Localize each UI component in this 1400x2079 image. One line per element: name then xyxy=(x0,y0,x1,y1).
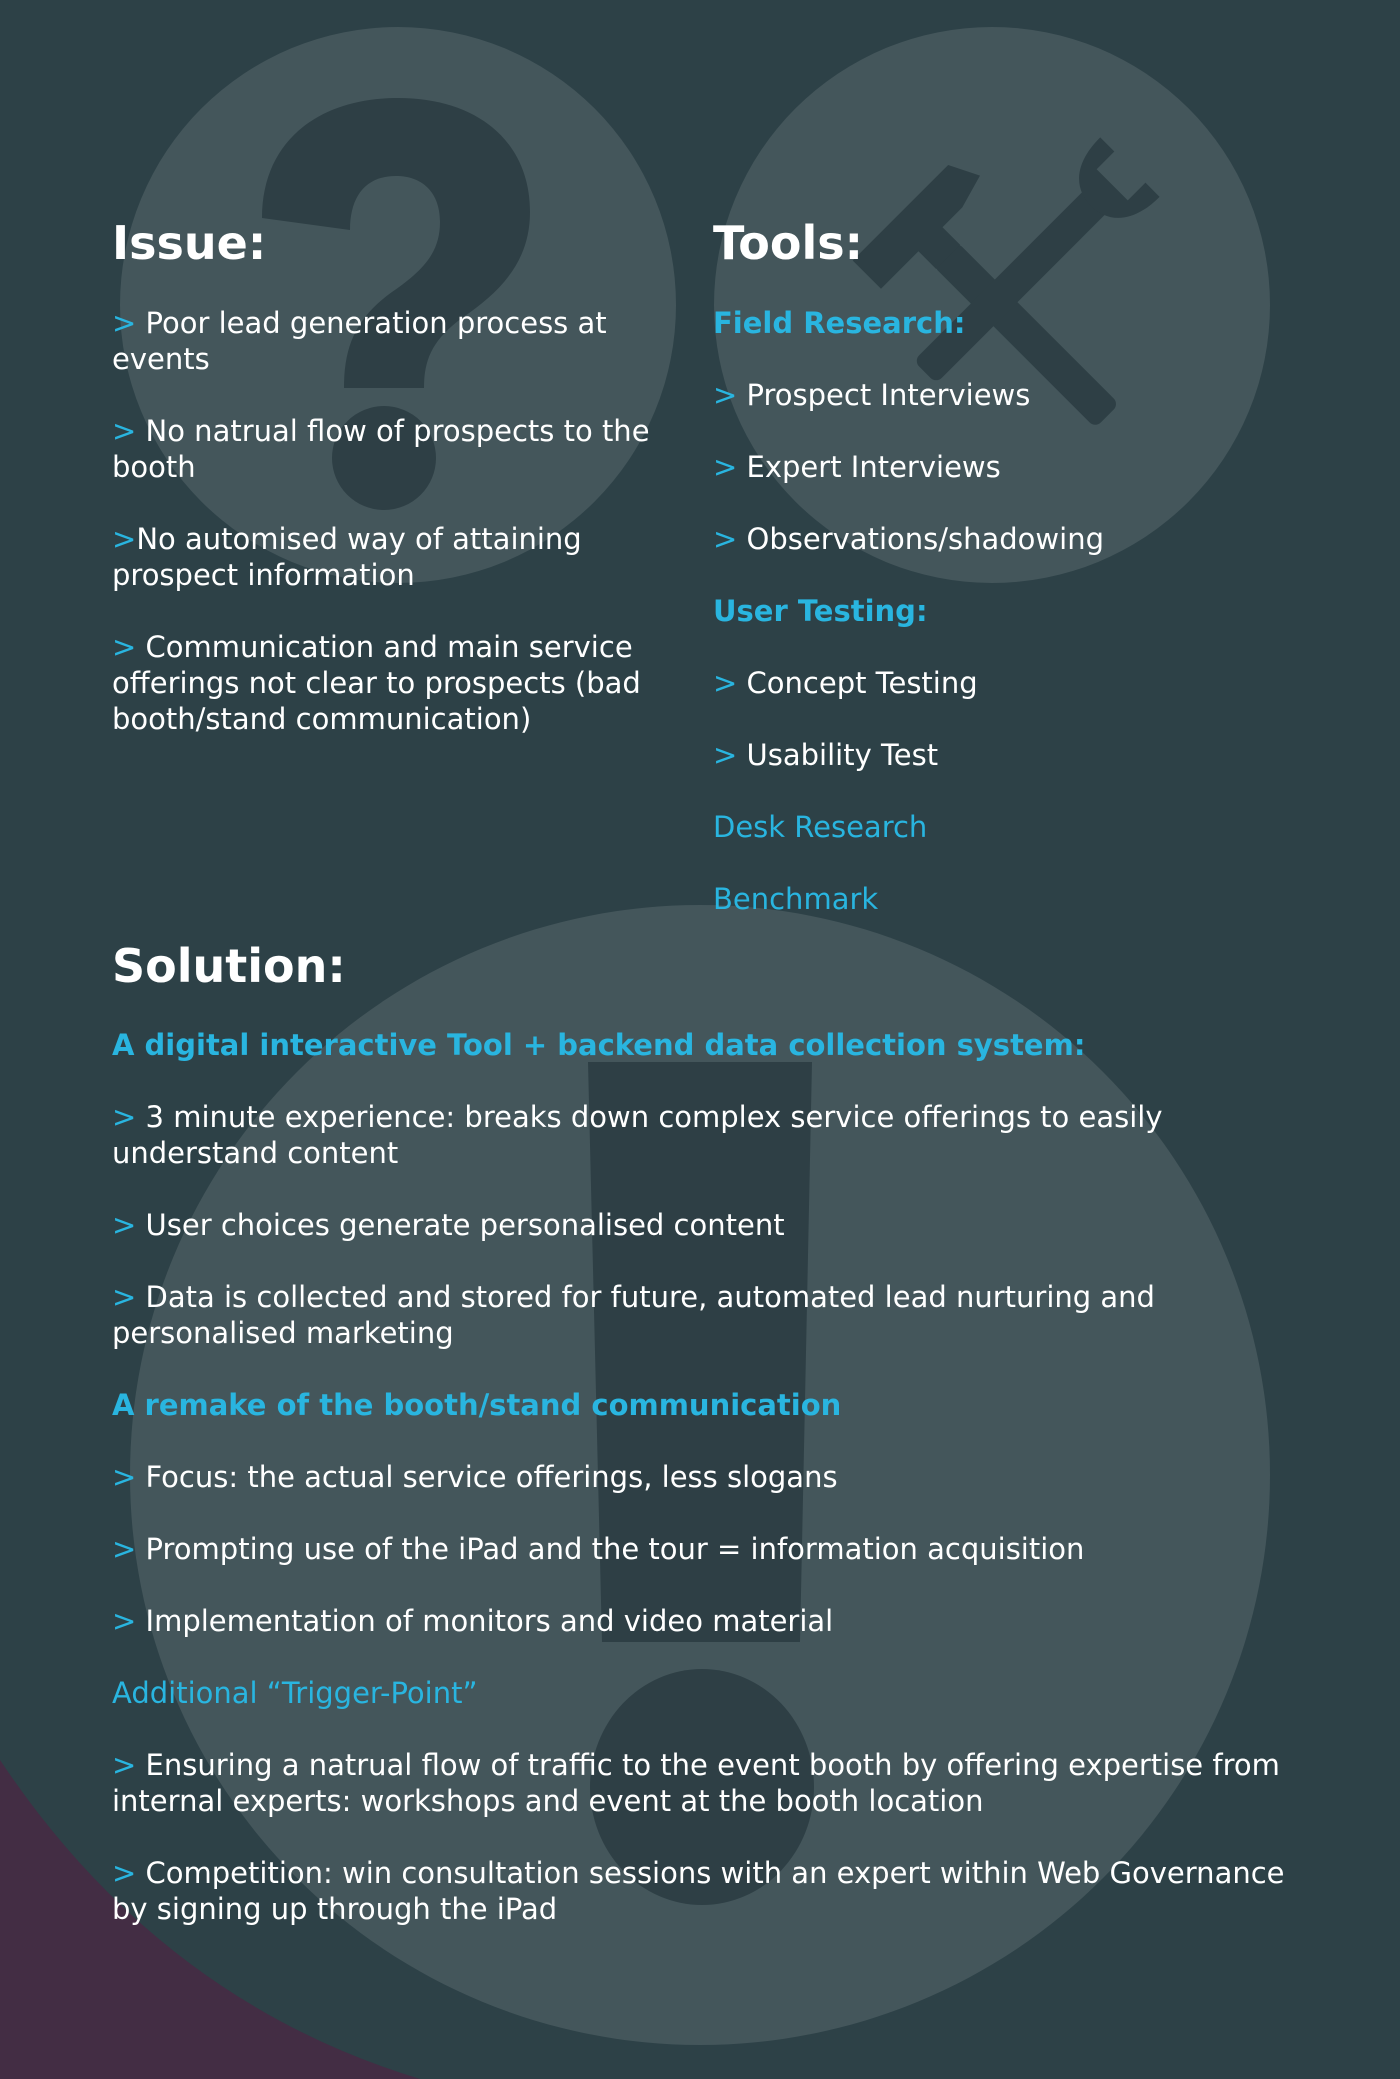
issue-item: > Communication and main service offerings not clear to prospects (bad booth/stand communication) xyxy=(112,630,641,736)
issue-item: > No natrual flow of prospects to the booth xyxy=(112,414,650,484)
issue-item: > Poor lead generation process at events xyxy=(112,306,607,376)
issue-item: >No automised way of attaining prospect information xyxy=(112,522,582,592)
trigger-point-title: Additional “Trigger-Point” xyxy=(112,1676,478,1710)
solution-item: > Prompting use of the iPad and the tour = information acquisition xyxy=(112,1532,1085,1566)
solution-item: > Competition: win consultation sessions with an expert within Web Governance by signing up through the iPad xyxy=(112,1856,1285,1926)
issue-heading: Issue: xyxy=(112,216,267,270)
solution-item: > Data is collected and stored for future, automated lead nurturing and personalised marketing xyxy=(112,1280,1155,1350)
tool-item: > Usability Test xyxy=(713,738,939,772)
tools-heading: Tools: xyxy=(713,216,864,270)
issue-list xyxy=(112,305,692,773)
solution-item: > 3 minute experience: breaks down complex service offerings to easily understand content xyxy=(112,1100,1163,1170)
digital-tool-title: A digital interactive Tool + backend data collection system: xyxy=(112,1028,1086,1062)
solution-item: > Focus: the actual service offerings, less slogans xyxy=(112,1460,838,1494)
desk-research-label: Desk Research xyxy=(713,810,928,844)
field-research-title: Field Research: xyxy=(713,306,966,340)
tool-item: > Concept Testing xyxy=(713,666,978,700)
tool-item: > Expert Interviews xyxy=(713,450,1001,484)
user-testing-title: User Testing: xyxy=(713,594,928,628)
remake-title: A remake of the booth/stand communication xyxy=(112,1388,842,1422)
benchmark-label: Benchmark xyxy=(713,882,879,916)
tools-list xyxy=(713,305,1313,953)
solution-item: > Ensuring a natrual flow of traffic to the event booth by offering expertise from internal experts: workshops and event at the booth location xyxy=(112,1748,1280,1818)
solution-heading: Solution: xyxy=(112,939,346,993)
solution-item: > User choices generate personalised content xyxy=(112,1208,785,1242)
tool-item: > Prospect Interviews xyxy=(713,378,1031,412)
solution-list xyxy=(112,1027,1292,1963)
solution-item: > Implementation of monitors and video material xyxy=(112,1604,834,1638)
tool-item: > Observations/shadowing xyxy=(713,522,1104,556)
